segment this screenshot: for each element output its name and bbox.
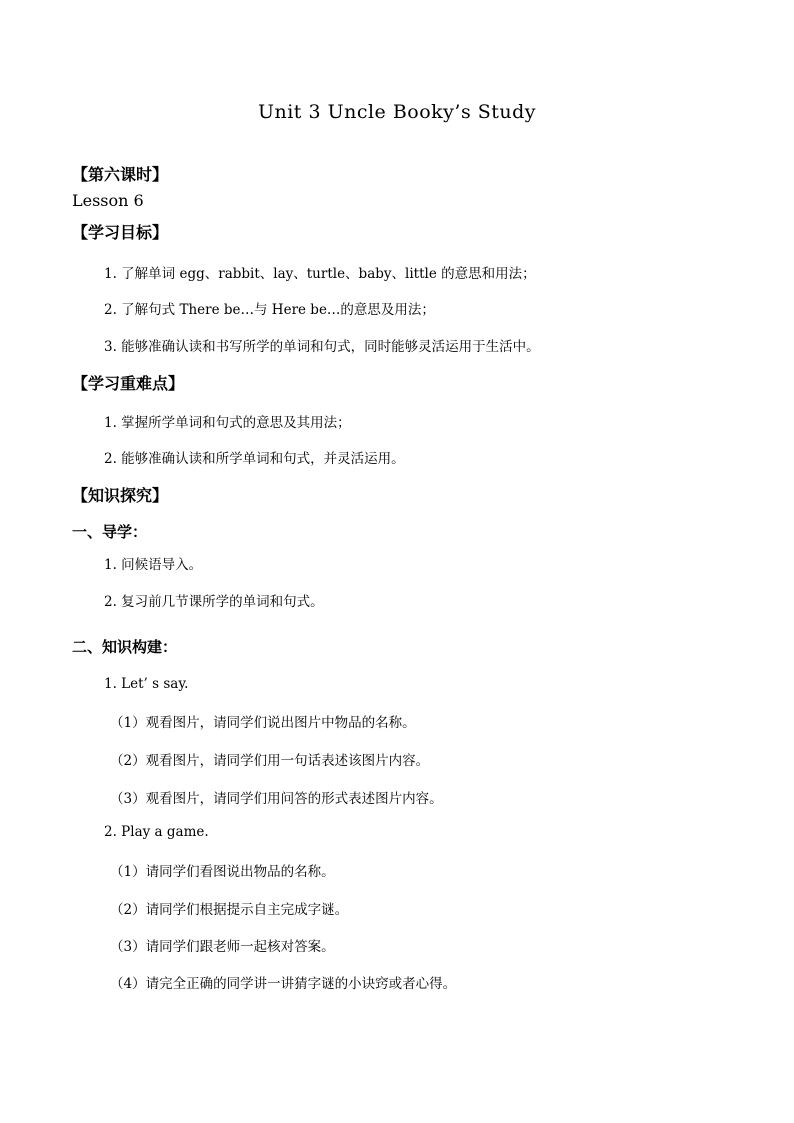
game-item: （4）请完全正确的同学讲一讲猜字谜的小诀窍或者心得。 <box>110 976 457 992</box>
goal-item: 1. 了解单词 egg、rabbit、lay、turtle、baby、little 的意思和用法； <box>104 266 536 282</box>
goals-heading: 【学习目标】 <box>72 223 169 242</box>
game-label: 2. Play a game. <box>104 824 209 840</box>
guide-heading: 一、导学： <box>72 523 148 541</box>
guide-item: 1. 问候语导入。 <box>104 557 203 573</box>
say-item: （3）观看图片，请同学们用问答的形式表述图片内容。 <box>110 791 443 807</box>
say-item: （1）观看图片，请同学们说出图片中物品的名称。 <box>110 715 416 731</box>
period-heading: 【第六课时】 <box>72 165 169 184</box>
lesson-label: Lesson 6 <box>72 191 144 210</box>
goal-item: 3. 能够准确认读和书写所学的单词和句式，同时能够灵活运用于生活中。 <box>104 339 540 355</box>
game-item: （1）请同学们看图说出物品的名称。 <box>110 864 335 880</box>
explore-heading: 【知识探究】 <box>72 486 169 505</box>
game-item: （3）请同学们跟老师一起核对答案。 <box>110 939 335 955</box>
game-item: （2）请同学们根据提示自主完成字谜。 <box>110 902 349 918</box>
keypoints-heading: 【学习重难点】 <box>72 374 185 393</box>
guide-item: 2. 复习前几节课所学的单词和句式。 <box>104 594 324 610</box>
say-item: （2）观看图片，请同学们用一句话表述该图片内容。 <box>110 753 430 769</box>
document-title: Unit 3 Uncle Booky’s Study <box>257 101 537 123</box>
goal-item: 2. 了解句式 There be…与 Here be…的意思及用法； <box>104 302 435 318</box>
keypoint-item: 2. 能够准确认读和所学单词和句式，并灵活运用。 <box>104 451 405 467</box>
build-heading: 二、知识构建： <box>72 638 178 656</box>
say-label: 1. Let’ s say. <box>104 676 189 692</box>
keypoint-item: 1. 掌握所学单词和句式的意思及其用法； <box>104 415 351 431</box>
